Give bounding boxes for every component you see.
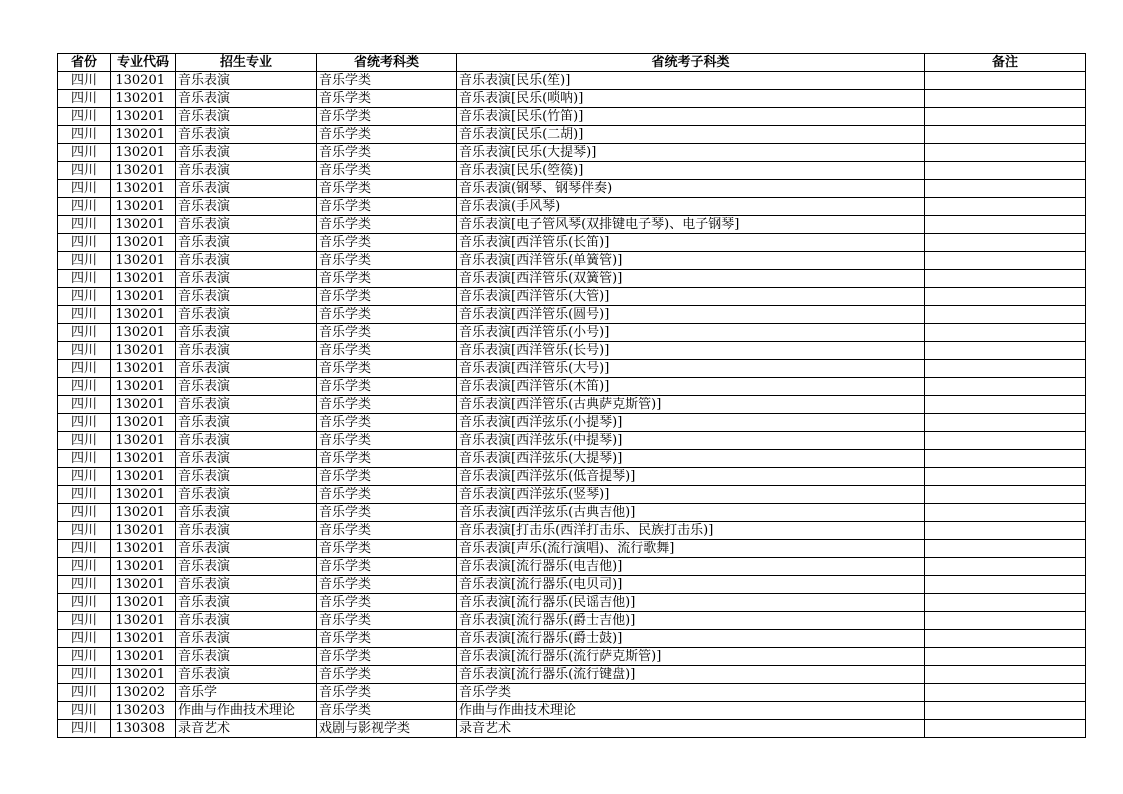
major-code-cell: 130201 xyxy=(111,594,176,612)
major-cell: 音乐表演 xyxy=(176,252,317,270)
table-row xyxy=(58,360,1086,378)
exam-category-cell: 音乐学类 xyxy=(317,216,457,234)
exam-category-cell: 音乐学类 xyxy=(317,180,457,198)
exam-subcategory-cell: 音乐表演[西洋管乐(长号)] xyxy=(457,342,925,360)
province-cell: 四川 xyxy=(58,702,111,720)
notes-cell xyxy=(925,612,1086,630)
exam-category-cell: 音乐学类 xyxy=(317,468,457,486)
major-code-cell: 130201 xyxy=(111,396,176,414)
exam-category-cell: 音乐学类 xyxy=(317,72,457,90)
major-cell: 音乐表演 xyxy=(176,450,317,468)
header-province: 省份 xyxy=(58,54,111,72)
exam-category-cell: 音乐学类 xyxy=(317,360,457,378)
province-cell: 四川 xyxy=(58,684,111,702)
major-code-cell: 130201 xyxy=(111,72,176,90)
major-code-cell: 130201 xyxy=(111,612,176,630)
notes-cell xyxy=(925,234,1086,252)
table-row xyxy=(58,414,1086,432)
exam-category-cell: 音乐学类 xyxy=(317,162,457,180)
table-row xyxy=(58,162,1086,180)
header-major: 招生专业 xyxy=(176,54,317,72)
notes-cell xyxy=(925,108,1086,126)
table-row xyxy=(58,108,1086,126)
major-cell: 音乐表演 xyxy=(176,558,317,576)
table-row xyxy=(58,252,1086,270)
table-row xyxy=(58,630,1086,648)
notes-cell xyxy=(925,684,1086,702)
exam-subcategory-cell: 录音艺术 xyxy=(457,720,925,738)
exam-category-cell: 音乐学类 xyxy=(317,234,457,252)
province-cell: 四川 xyxy=(58,144,111,162)
major-code-cell: 130201 xyxy=(111,360,176,378)
exam-subcategory-cell: 作曲与作曲技术理论 xyxy=(457,702,925,720)
table-row xyxy=(58,558,1086,576)
exam-subcategory-cell: 音乐表演[电子管风琴(双排键电子琴)、电子钢琴] xyxy=(457,216,925,234)
exam-category-cell: 音乐学类 xyxy=(317,342,457,360)
exam-category-cell: 戏剧与影视学类 xyxy=(317,720,457,738)
province-cell: 四川 xyxy=(58,378,111,396)
province-cell: 四川 xyxy=(58,576,111,594)
major-code-cell: 130201 xyxy=(111,648,176,666)
notes-cell xyxy=(925,324,1086,342)
exam-subcategory-cell: 音乐表演[民乐(二胡)] xyxy=(457,126,925,144)
exam-subcategory-cell: 音乐表演[西洋管乐(小号)] xyxy=(457,324,925,342)
province-cell: 四川 xyxy=(58,216,111,234)
province-cell: 四川 xyxy=(58,126,111,144)
exam-category-cell: 音乐学类 xyxy=(317,126,457,144)
exam-subcategory-cell: 音乐表演[西洋管乐(单簧管)] xyxy=(457,252,925,270)
province-cell: 四川 xyxy=(58,468,111,486)
major-code-cell: 130201 xyxy=(111,90,176,108)
major-cell: 音乐表演 xyxy=(176,486,317,504)
exam-category-cell: 音乐学类 xyxy=(317,432,457,450)
notes-cell xyxy=(925,414,1086,432)
exam-category-cell: 音乐学类 xyxy=(317,540,457,558)
table-row xyxy=(58,198,1086,216)
notes-cell xyxy=(925,468,1086,486)
major-code-cell: 130201 xyxy=(111,234,176,252)
exam-subcategory-cell: 音乐表演[打击乐(西洋打击乐、民族打击乐)] xyxy=(457,522,925,540)
table-row xyxy=(58,594,1086,612)
exam-category-cell: 音乐学类 xyxy=(317,684,457,702)
major-cell: 音乐表演 xyxy=(176,144,317,162)
exam-category-cell: 音乐学类 xyxy=(317,396,457,414)
table-row xyxy=(58,126,1086,144)
major-cell: 音乐表演 xyxy=(176,198,317,216)
exam-subcategory-cell: 音乐表演[西洋管乐(大管)] xyxy=(457,288,925,306)
exam-category-cell: 音乐学类 xyxy=(317,414,457,432)
table-row xyxy=(58,72,1086,90)
table-row xyxy=(58,450,1086,468)
exam-category-cell: 音乐学类 xyxy=(317,666,457,684)
exam-category-cell: 音乐学类 xyxy=(317,252,457,270)
notes-cell xyxy=(925,198,1086,216)
province-cell: 四川 xyxy=(58,72,111,90)
major-cell: 音乐表演 xyxy=(176,504,317,522)
province-cell: 四川 xyxy=(58,360,111,378)
table-row xyxy=(58,306,1086,324)
notes-cell xyxy=(925,666,1086,684)
exam-category-cell: 音乐学类 xyxy=(317,108,457,126)
major-code-cell: 130201 xyxy=(111,504,176,522)
province-cell: 四川 xyxy=(58,432,111,450)
exam-subcategory-cell: 音乐表演[西洋管乐(长笛)] xyxy=(457,234,925,252)
notes-cell xyxy=(925,594,1086,612)
table-row xyxy=(58,468,1086,486)
province-cell: 四川 xyxy=(58,594,111,612)
notes-cell xyxy=(925,90,1086,108)
major-cell: 音乐学 xyxy=(176,684,317,702)
exam-subcategory-cell: 音乐表演[流行器乐(流行键盘)] xyxy=(457,666,925,684)
header-exam-subcategory: 省统考子科类 xyxy=(457,54,925,72)
table-row xyxy=(58,702,1086,720)
major-cell: 音乐表演 xyxy=(176,378,317,396)
major-cell: 音乐表演 xyxy=(176,108,317,126)
exam-category-cell: 音乐学类 xyxy=(317,558,457,576)
major-code-cell: 130201 xyxy=(111,468,176,486)
exam-subcategory-cell: 音乐表演[流行器乐(民谣吉他)] xyxy=(457,594,925,612)
exam-category-cell: 音乐学类 xyxy=(317,324,457,342)
table-row xyxy=(58,324,1086,342)
major-cell: 音乐表演 xyxy=(176,270,317,288)
major-cell: 音乐表演 xyxy=(176,342,317,360)
notes-cell xyxy=(925,144,1086,162)
major-cell: 音乐表演 xyxy=(176,288,317,306)
major-cell: 音乐表演 xyxy=(176,234,317,252)
notes-cell xyxy=(925,270,1086,288)
header-row xyxy=(58,54,1086,72)
exam-category-cell: 音乐学类 xyxy=(317,288,457,306)
table-row xyxy=(58,540,1086,558)
major-cell: 音乐表演 xyxy=(176,306,317,324)
table-row xyxy=(58,504,1086,522)
major-code-cell: 130201 xyxy=(111,252,176,270)
exam-subcategory-cell: 音乐表演[流行器乐(流行萨克斯管)] xyxy=(457,648,925,666)
notes-cell xyxy=(925,630,1086,648)
exam-category-cell: 音乐学类 xyxy=(317,90,457,108)
table-row xyxy=(58,270,1086,288)
major-cell: 音乐表演 xyxy=(176,432,317,450)
major-code-cell: 130201 xyxy=(111,216,176,234)
table-row xyxy=(58,144,1086,162)
exam-subcategory-cell: 音乐表演(手风琴) xyxy=(457,198,925,216)
province-cell: 四川 xyxy=(58,396,111,414)
province-cell: 四川 xyxy=(58,90,111,108)
table-row xyxy=(58,486,1086,504)
table-row xyxy=(58,90,1086,108)
major-code-cell: 130201 xyxy=(111,432,176,450)
major-code-cell: 130201 xyxy=(111,486,176,504)
major-code-cell: 130203 xyxy=(111,702,176,720)
province-cell: 四川 xyxy=(58,630,111,648)
notes-cell xyxy=(925,126,1086,144)
notes-cell xyxy=(925,162,1086,180)
exam-category-cell: 音乐学类 xyxy=(317,612,457,630)
exam-subcategory-cell: 音乐表演[西洋管乐(双簧管)] xyxy=(457,270,925,288)
header-notes: 备注 xyxy=(925,54,1086,72)
province-cell: 四川 xyxy=(58,252,111,270)
major-code-cell: 130201 xyxy=(111,414,176,432)
exam-subcategory-cell: 音乐表演[民乐(大提琴)] xyxy=(457,144,925,162)
major-code-cell: 130201 xyxy=(111,540,176,558)
table-row xyxy=(58,684,1086,702)
major-code-cell: 130201 xyxy=(111,378,176,396)
province-cell: 四川 xyxy=(58,270,111,288)
exam-subcategory-cell: 音乐表演[西洋管乐(大号)] xyxy=(457,360,925,378)
province-cell: 四川 xyxy=(58,612,111,630)
major-code-cell: 130201 xyxy=(111,450,176,468)
major-code-cell: 130308 xyxy=(111,720,176,738)
table-row xyxy=(58,720,1086,738)
notes-cell xyxy=(925,252,1086,270)
exam-subcategory-cell: 音乐表演[西洋管乐(木笛)] xyxy=(457,378,925,396)
notes-cell xyxy=(925,180,1086,198)
major-cell: 音乐表演 xyxy=(176,666,317,684)
exam-subcategory-cell: 音乐表演[西洋弦乐(大提琴)] xyxy=(457,450,925,468)
notes-cell xyxy=(925,342,1086,360)
exam-category-cell: 音乐学类 xyxy=(317,648,457,666)
exam-subcategory-cell: 音乐表演[民乐(竹笛)] xyxy=(457,108,925,126)
exam-subcategory-cell: 音乐表演[流行器乐(电贝司)] xyxy=(457,576,925,594)
province-cell: 四川 xyxy=(58,486,111,504)
exam-category-cell: 音乐学类 xyxy=(317,486,457,504)
major-cell: 音乐表演 xyxy=(176,396,317,414)
exam-category-cell: 音乐学类 xyxy=(317,504,457,522)
notes-cell xyxy=(925,72,1086,90)
province-cell: 四川 xyxy=(58,306,111,324)
exam-category-cell: 音乐学类 xyxy=(317,270,457,288)
notes-cell xyxy=(925,504,1086,522)
table-row xyxy=(58,396,1086,414)
exam-subcategory-cell: 音乐表演[流行器乐(电吉他)] xyxy=(457,558,925,576)
province-cell: 四川 xyxy=(58,450,111,468)
exam-subcategory-cell: 音乐表演[民乐(唢呐)] xyxy=(457,90,925,108)
table-row xyxy=(58,288,1086,306)
province-cell: 四川 xyxy=(58,666,111,684)
major-code-cell: 130201 xyxy=(111,288,176,306)
exam-subcategory-cell: 音乐表演[西洋弦乐(小提琴)] xyxy=(457,414,925,432)
exam-category-cell: 音乐学类 xyxy=(317,522,457,540)
notes-cell xyxy=(925,576,1086,594)
exam-subcategory-cell: 音乐表演[民乐(笙)] xyxy=(457,72,925,90)
exam-category-cell: 音乐学类 xyxy=(317,306,457,324)
major-code-cell: 130201 xyxy=(111,324,176,342)
major-code-cell: 130201 xyxy=(111,306,176,324)
header-exam-category: 省统考科类 xyxy=(317,54,457,72)
notes-cell xyxy=(925,288,1086,306)
major-code-cell: 130201 xyxy=(111,162,176,180)
exam-subcategory-cell: 音乐表演[流行器乐(爵士吉他)] xyxy=(457,612,925,630)
major-code-cell: 130201 xyxy=(111,576,176,594)
major-cell: 音乐表演 xyxy=(176,522,317,540)
exam-category-cell: 音乐学类 xyxy=(317,702,457,720)
notes-cell xyxy=(925,360,1086,378)
major-code-cell: 130201 xyxy=(111,270,176,288)
exam-subcategory-cell: 音乐表演[西洋弦乐(竖琴)] xyxy=(457,486,925,504)
exam-subcategory-cell: 音乐表演(钢琴、钢琴伴奏) xyxy=(457,180,925,198)
province-cell: 四川 xyxy=(58,342,111,360)
table-row xyxy=(58,216,1086,234)
table-row xyxy=(58,342,1086,360)
province-cell: 四川 xyxy=(58,234,111,252)
exam-subcategory-cell: 音乐表演[西洋弦乐(古典吉他)] xyxy=(457,504,925,522)
major-code-cell: 130201 xyxy=(111,108,176,126)
province-cell: 四川 xyxy=(58,198,111,216)
major-cell: 音乐表演 xyxy=(176,468,317,486)
province-cell: 四川 xyxy=(58,108,111,126)
table-row xyxy=(58,576,1086,594)
table-row xyxy=(58,522,1086,540)
major-code-cell: 130201 xyxy=(111,144,176,162)
major-code-cell: 130201 xyxy=(111,522,176,540)
table-row xyxy=(58,180,1086,198)
exam-category-cell: 音乐学类 xyxy=(317,630,457,648)
exam-category-cell: 音乐学类 xyxy=(317,594,457,612)
header-major-code: 专业代码 xyxy=(111,54,176,72)
province-cell: 四川 xyxy=(58,414,111,432)
province-cell: 四川 xyxy=(58,720,111,738)
exam-subcategory-cell: 音乐表演[民乐(箜篌)] xyxy=(457,162,925,180)
province-cell: 四川 xyxy=(58,558,111,576)
major-cell: 音乐表演 xyxy=(176,360,317,378)
notes-cell xyxy=(925,522,1086,540)
notes-cell xyxy=(925,648,1086,666)
exam-category-cell: 音乐学类 xyxy=(317,576,457,594)
notes-cell xyxy=(925,486,1086,504)
exam-category-cell: 音乐学类 xyxy=(317,378,457,396)
exam-category-cell: 音乐学类 xyxy=(317,144,457,162)
major-code-cell: 130201 xyxy=(111,126,176,144)
major-code-cell: 130202 xyxy=(111,684,176,702)
province-cell: 四川 xyxy=(58,324,111,342)
major-cell: 音乐表演 xyxy=(176,162,317,180)
table-row xyxy=(58,612,1086,630)
major-cell: 音乐表演 xyxy=(176,648,317,666)
major-code-cell: 130201 xyxy=(111,198,176,216)
province-cell: 四川 xyxy=(58,504,111,522)
exam-subcategory-cell: 音乐表演[西洋管乐(圆号)] xyxy=(457,306,925,324)
exam-subcategory-cell: 音乐表演[西洋弦乐(低音提琴)] xyxy=(457,468,925,486)
table-row xyxy=(58,234,1086,252)
major-cell: 音乐表演 xyxy=(176,414,317,432)
table-row xyxy=(58,378,1086,396)
exam-subcategory-cell: 音乐学类 xyxy=(457,684,925,702)
exam-subcategory-cell: 音乐表演[西洋弦乐(中提琴)] xyxy=(457,432,925,450)
major-code-cell: 130201 xyxy=(111,630,176,648)
major-cell: 音乐表演 xyxy=(176,630,317,648)
notes-cell xyxy=(925,558,1086,576)
major-code-cell: 130201 xyxy=(111,180,176,198)
major-cell: 音乐表演 xyxy=(176,576,317,594)
major-cell: 音乐表演 xyxy=(176,216,317,234)
major-cell: 录音艺术 xyxy=(176,720,317,738)
major-code-cell: 130201 xyxy=(111,342,176,360)
major-cell: 音乐表演 xyxy=(176,594,317,612)
notes-cell xyxy=(925,306,1086,324)
admissions-table xyxy=(57,53,1086,738)
exam-category-cell: 音乐学类 xyxy=(317,450,457,468)
notes-cell xyxy=(925,540,1086,558)
major-cell: 作曲与作曲技术理论 xyxy=(176,702,317,720)
notes-cell xyxy=(925,378,1086,396)
exam-subcategory-cell: 音乐表演[声乐(流行演唱)、流行歌舞] xyxy=(457,540,925,558)
notes-cell xyxy=(925,396,1086,414)
province-cell: 四川 xyxy=(58,162,111,180)
table-row xyxy=(58,666,1086,684)
table-row xyxy=(58,648,1086,666)
exam-subcategory-cell: 音乐表演[流行器乐(爵士鼓)] xyxy=(457,630,925,648)
major-cell: 音乐表演 xyxy=(176,90,317,108)
province-cell: 四川 xyxy=(58,648,111,666)
province-cell: 四川 xyxy=(58,288,111,306)
major-cell: 音乐表演 xyxy=(176,180,317,198)
province-cell: 四川 xyxy=(58,522,111,540)
notes-cell xyxy=(925,720,1086,738)
exam-category-cell: 音乐学类 xyxy=(317,198,457,216)
notes-cell xyxy=(925,450,1086,468)
major-code-cell: 130201 xyxy=(111,558,176,576)
major-cell: 音乐表演 xyxy=(176,540,317,558)
notes-cell xyxy=(925,702,1086,720)
major-code-cell: 130201 xyxy=(111,666,176,684)
table-row xyxy=(58,432,1086,450)
province-cell: 四川 xyxy=(58,180,111,198)
notes-cell xyxy=(925,432,1086,450)
major-cell: 音乐表演 xyxy=(176,324,317,342)
major-cell: 音乐表演 xyxy=(176,126,317,144)
notes-cell xyxy=(925,216,1086,234)
exam-subcategory-cell: 音乐表演[西洋管乐(古典萨克斯管)] xyxy=(457,396,925,414)
province-cell: 四川 xyxy=(58,540,111,558)
major-cell: 音乐表演 xyxy=(176,72,317,90)
major-cell: 音乐表演 xyxy=(176,612,317,630)
